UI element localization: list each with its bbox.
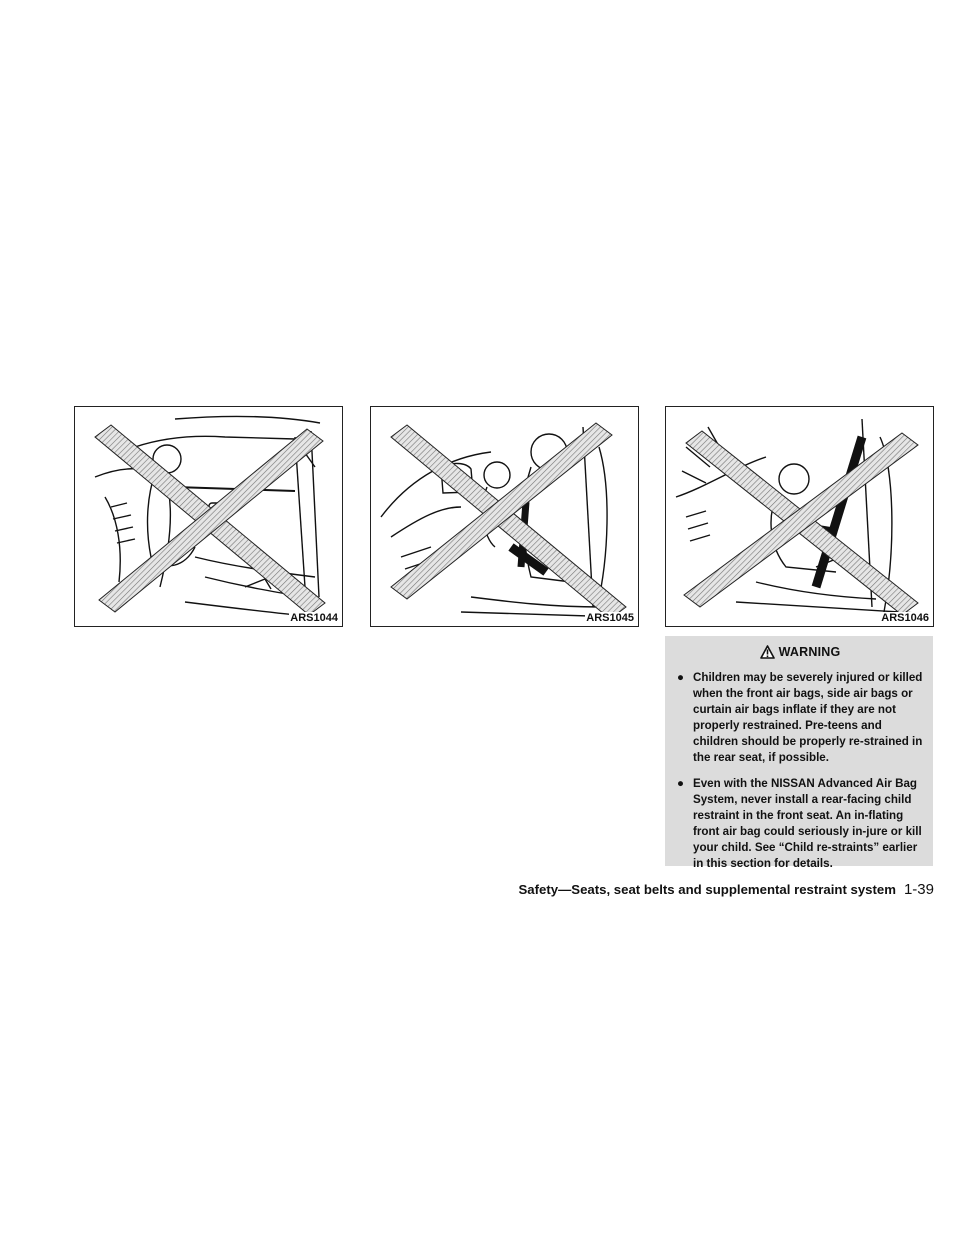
warning-item — [677, 776, 923, 873]
figure-code: ARS1046 — [881, 612, 929, 624]
illustration-ars1046 — [665, 406, 934, 627]
warning-item-text: Even with the NISSAN Advanced Air Bag System, never install a rear-facing child restraint in the front seat. An in-flating front air bag could seriously in-jure or kill your child. See “Child re-straints” earlier in this section for details. — [693, 776, 922, 871]
warning-triangle-icon — [760, 645, 775, 659]
figure-code: ARS1044 — [290, 612, 338, 624]
warning-box — [665, 636, 933, 871]
illustration-ars1045 — [370, 406, 639, 627]
warning-heading — [677, 642, 923, 662]
figure-code: ARS1045 — [586, 612, 634, 624]
page-number: 1-39 — [903, 881, 934, 898]
warning-item-text: Children may be severely injured or killed when the front air bags, side air bags or curtain air bags inflate if they are not properly restrained. Pre-teens and children should be properly re-strained in the rear seat, if possible. — [693, 671, 923, 765]
illustration-ars1044 — [74, 406, 343, 627]
warning-list — [677, 670, 923, 872]
child-near-airbag-illustration — [666, 407, 934, 627]
child-seat-lap-illustration — [75, 407, 343, 627]
warning-item — [677, 670, 923, 767]
warning-heading-text: WARNING — [778, 645, 841, 659]
child-on-lap-illustration — [371, 407, 639, 627]
section-title: Safety—Seats, seat belts and supplemental restraint system — [518, 882, 896, 897]
bullet-icon: ● — [677, 776, 685, 790]
page-footer — [464, 881, 934, 903]
bullet-icon: ● — [677, 671, 685, 684]
